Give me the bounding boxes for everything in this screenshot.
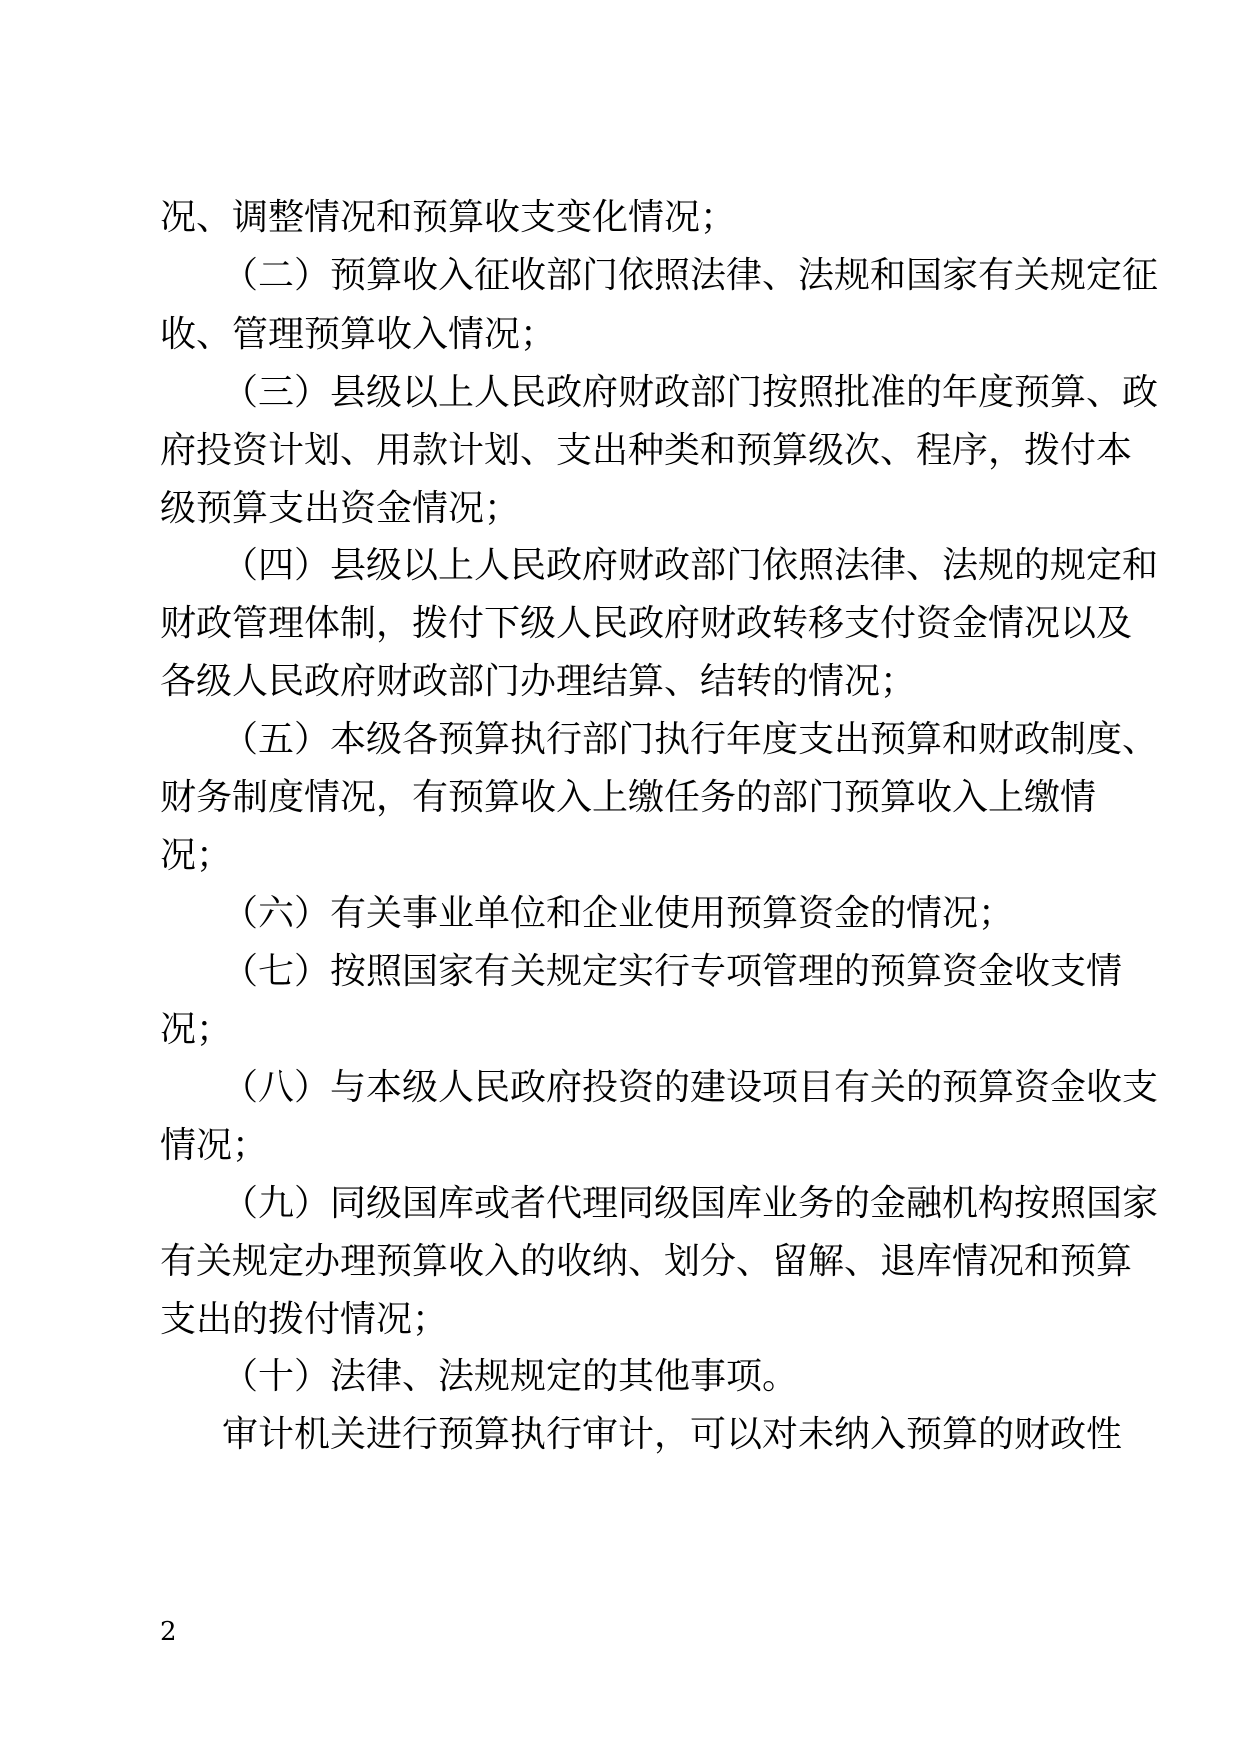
text-line: （六）有关事业单位和企业使用预算资金的情况； — [222, 893, 1015, 934]
text-line: 情况； — [160, 1125, 269, 1166]
text-line: （八）与本级人民政府投资的建设项目有关的预算资金收支 — [222, 1067, 1159, 1108]
text-line: （二）预算收入征收部门依照法律、法规和国家有关规定征 — [222, 255, 1159, 296]
text-line: （五）本级各预算执行部门执行年度支出预算和财政制度、 — [222, 719, 1159, 760]
text-line: 财政管理体制，拨付下级人民政府财政转移支付资金情况以及 — [160, 603, 1133, 644]
text-line: 况； — [160, 835, 233, 876]
text-line: 各级人民政府财政部门办理结算、结转的情况； — [160, 661, 917, 702]
text-line: 财务制度情况，有预算收入上缴任务的部门预算收入上缴情 — [160, 777, 1097, 818]
text-line: 况、调整情况和预算收支变化情况； — [160, 197, 737, 238]
text-line: （十）法律、法规规定的其他事项。 — [222, 1356, 799, 1397]
text-line: （四）县级以上人民政府财政部门依照法律、法规的规定和 — [222, 545, 1159, 586]
text-line: 审计机关进行预算执行审计，可以对未纳入预算的财政性 — [222, 1414, 1123, 1455]
text-line: 况； — [160, 1009, 233, 1050]
text-line: 收、管理预算收入情况； — [160, 314, 557, 355]
text-line: 有关规定办理预算收入的收纳、划分、留解、退库情况和预算 — [160, 1241, 1133, 1282]
text-line: （九）同级国库或者代理同级国库业务的金融机构按照国家 — [222, 1183, 1159, 1224]
text-line: 级预算支出资金情况； — [160, 488, 521, 529]
text-line: （七）按照国家有关规定实行专项管理的预算资金收支情 — [222, 951, 1123, 992]
text-line: 府投资计划、用款计划、支出种类和预算级次、程序，拨付本 — [160, 430, 1133, 471]
text-line: 支出的拨付情况； — [160, 1299, 449, 1340]
text-line: （三）县级以上人民政府财政部门按照批准的年度预算、政 — [222, 372, 1159, 413]
page-number: 2 — [160, 1617, 177, 1647]
